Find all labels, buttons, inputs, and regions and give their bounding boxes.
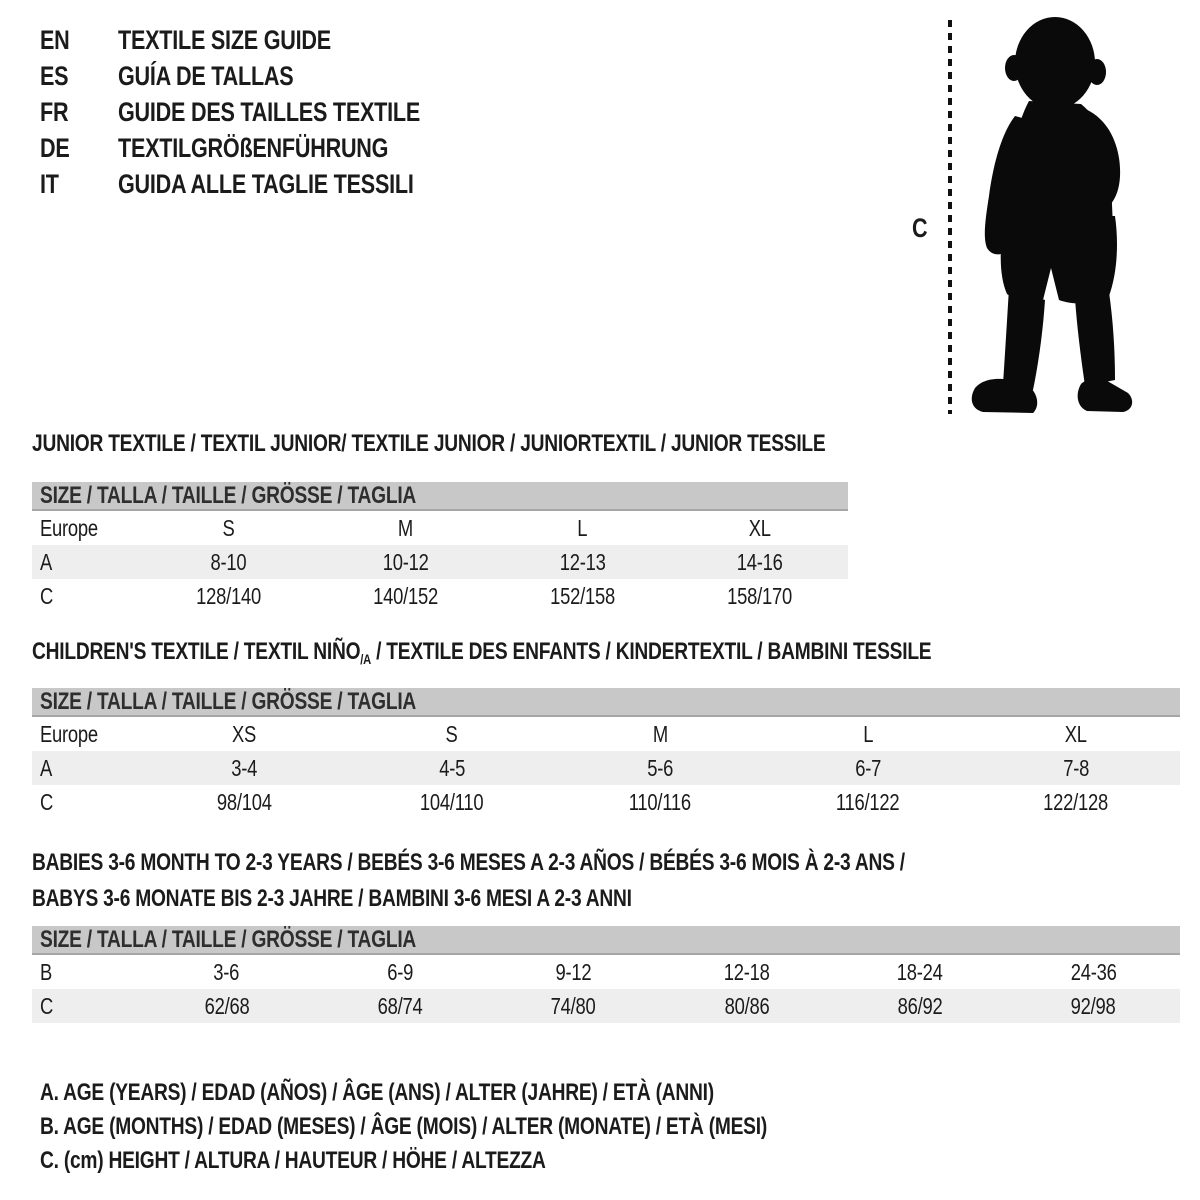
table-title-line xyxy=(32,638,1180,667)
size-cell: 9-12 xyxy=(555,958,592,985)
size-cell: 3-4 xyxy=(231,754,257,781)
size-cell: 62/68 xyxy=(204,992,250,1019)
table-title xyxy=(32,638,1180,667)
size-cell: 74/80 xyxy=(550,992,596,1019)
language-title: GUIDE DES TAILLES TEXTILE xyxy=(118,96,421,127)
height-measure-line xyxy=(944,16,956,418)
size-cell: 140/152 xyxy=(373,582,438,609)
size-header-bar: SIZE / TALLA / TAILLE / GRÖSSE / TAGLIA xyxy=(32,688,1180,717)
size-cell: 14-16 xyxy=(736,548,783,575)
language-title: TEXTILGRÖßENFÜHRUNG xyxy=(118,132,389,163)
size-cell: XS xyxy=(231,720,257,747)
table-row xyxy=(32,751,1180,785)
size-cell: 152/158 xyxy=(550,582,615,609)
language-row xyxy=(40,22,496,58)
size-cell: XL xyxy=(1064,720,1088,747)
size-cell: L xyxy=(577,514,588,541)
table-body xyxy=(32,717,1180,819)
row-label: C xyxy=(40,788,54,815)
title-text: CHILDREN'S TEXTILE / TEXTIL NIÑO xyxy=(32,638,361,665)
size-header-bar: SIZE / TALLA / TAILLE / GRÖSSE / TAGLIA xyxy=(32,482,848,511)
size-cell: 128/140 xyxy=(196,582,261,609)
size-cell: 12-18 xyxy=(723,958,770,985)
language-title: GUÍA DE TALLAS xyxy=(118,60,294,91)
size-cell: 8-10 xyxy=(210,548,247,575)
size-cell: 4-5 xyxy=(439,754,465,781)
babies-size-table xyxy=(32,845,1180,1023)
size-cell: M xyxy=(397,514,414,541)
size-cell: S xyxy=(222,514,235,541)
title-text: JUNIOR TEXTILE / TEXTIL JUNIOR/ TEXTILE JUNIOR / JUNIORTEXTIL / JUNIOR TESSILE xyxy=(32,430,826,457)
row-label: Europe xyxy=(40,514,98,541)
size-cell: S xyxy=(445,720,459,747)
junior-size-table xyxy=(32,430,848,613)
table-title-line xyxy=(32,881,1180,917)
title-subscript: /A xyxy=(360,651,372,667)
table-title xyxy=(32,845,1180,917)
row-label: B xyxy=(40,958,53,985)
size-cell: 7-8 xyxy=(1063,754,1089,781)
legend-line-b: B. AGE (MONTHS) / EDAD (MESES) / ÂGE (MOIS) / ALTER (MONATE) / ETÀ (MESI) xyxy=(40,1113,767,1140)
children-size-table xyxy=(32,638,1180,819)
legend-line-c: C. (cm) HEIGHT / ALTURA / HAUTEUR / HÖHE / ALTEZZA xyxy=(40,1147,546,1174)
title-text: BABYS 3-6 MONATE BIS 2-3 JAHRE / BAMBINI 3-6 MESI A 2-3 ANNI xyxy=(32,885,632,912)
language-row xyxy=(40,166,496,202)
size-cell: 12-13 xyxy=(559,548,606,575)
language-code: FR xyxy=(40,96,69,127)
table-body xyxy=(32,511,848,613)
language-row xyxy=(40,94,496,130)
language-code: ES xyxy=(40,60,69,91)
size-cell: 18-24 xyxy=(897,958,943,985)
table-row xyxy=(32,785,1180,819)
table-row xyxy=(32,955,1180,989)
language-title: GUIDA ALLE TAGLIE TESSILI xyxy=(118,168,414,199)
row-label: C xyxy=(40,582,54,609)
row-label: A xyxy=(40,548,53,575)
language-code: EN xyxy=(40,24,70,55)
table-row xyxy=(32,511,848,545)
size-cell: M xyxy=(652,720,668,747)
row-label: C xyxy=(40,992,54,1019)
size-cell: 68/74 xyxy=(377,992,423,1019)
size-cell: 5-6 xyxy=(647,754,673,781)
size-cell: 92/98 xyxy=(1070,992,1116,1019)
language-title: TEXTILE SIZE GUIDE xyxy=(118,24,331,55)
size-cell: 98/104 xyxy=(216,788,272,815)
size-cell: L xyxy=(863,720,873,747)
size-cell: XL xyxy=(748,514,771,541)
size-cell: 158/170 xyxy=(727,582,792,609)
language-code: DE xyxy=(40,132,70,163)
language-title-block xyxy=(40,22,496,202)
size-cell: 10-12 xyxy=(382,548,429,575)
row-label: Europe xyxy=(40,720,98,747)
table-body xyxy=(32,955,1180,1023)
size-cell: 3-6 xyxy=(213,958,240,985)
toddler-silhouette-icon xyxy=(963,16,1135,416)
language-row xyxy=(40,130,496,166)
size-cell: 86/92 xyxy=(897,992,943,1019)
size-cell: 116/122 xyxy=(836,788,900,815)
measure-legend xyxy=(40,1076,949,1178)
size-cell: 24-36 xyxy=(1070,958,1117,985)
size-cell: 122/128 xyxy=(1043,788,1109,815)
size-cell: 6-9 xyxy=(387,958,413,985)
size-header-bar: SIZE / TALLA / TAILLE / GRÖSSE / TAGLIA xyxy=(32,926,1180,955)
row-label: A xyxy=(40,754,53,781)
language-row xyxy=(40,58,496,94)
table-row xyxy=(32,989,1180,1023)
title-text: BABIES 3-6 MONTH TO 2-3 YEARS / BEBÉS 3-6 MESES A 2-3 AÑOS / BÉBÉS 3-6 MOIS À 2-3 ANS / xyxy=(32,849,905,876)
size-cell: 6-7 xyxy=(855,754,881,781)
table-row xyxy=(32,717,1180,751)
legend-line-a: A. AGE (YEARS) / EDAD (AÑOS) / ÂGE (ANS) / ALTER (JAHRE) / ETÀ (ANNI) xyxy=(40,1079,714,1106)
table-row xyxy=(32,545,848,579)
size-cell: 80/86 xyxy=(724,992,770,1019)
height-measure-label: C xyxy=(912,213,928,243)
title-text: / TEXTILE DES ENFANTS / KINDERTEXTIL / BAMBINI TESSILE xyxy=(371,638,932,665)
language-code: IT xyxy=(40,168,59,199)
table-title-line xyxy=(32,430,848,457)
size-cell: 104/110 xyxy=(420,788,484,815)
table-row xyxy=(32,579,848,613)
table-title xyxy=(32,430,848,457)
size-cell: 110/116 xyxy=(628,788,692,815)
table-title-line xyxy=(32,845,1180,881)
